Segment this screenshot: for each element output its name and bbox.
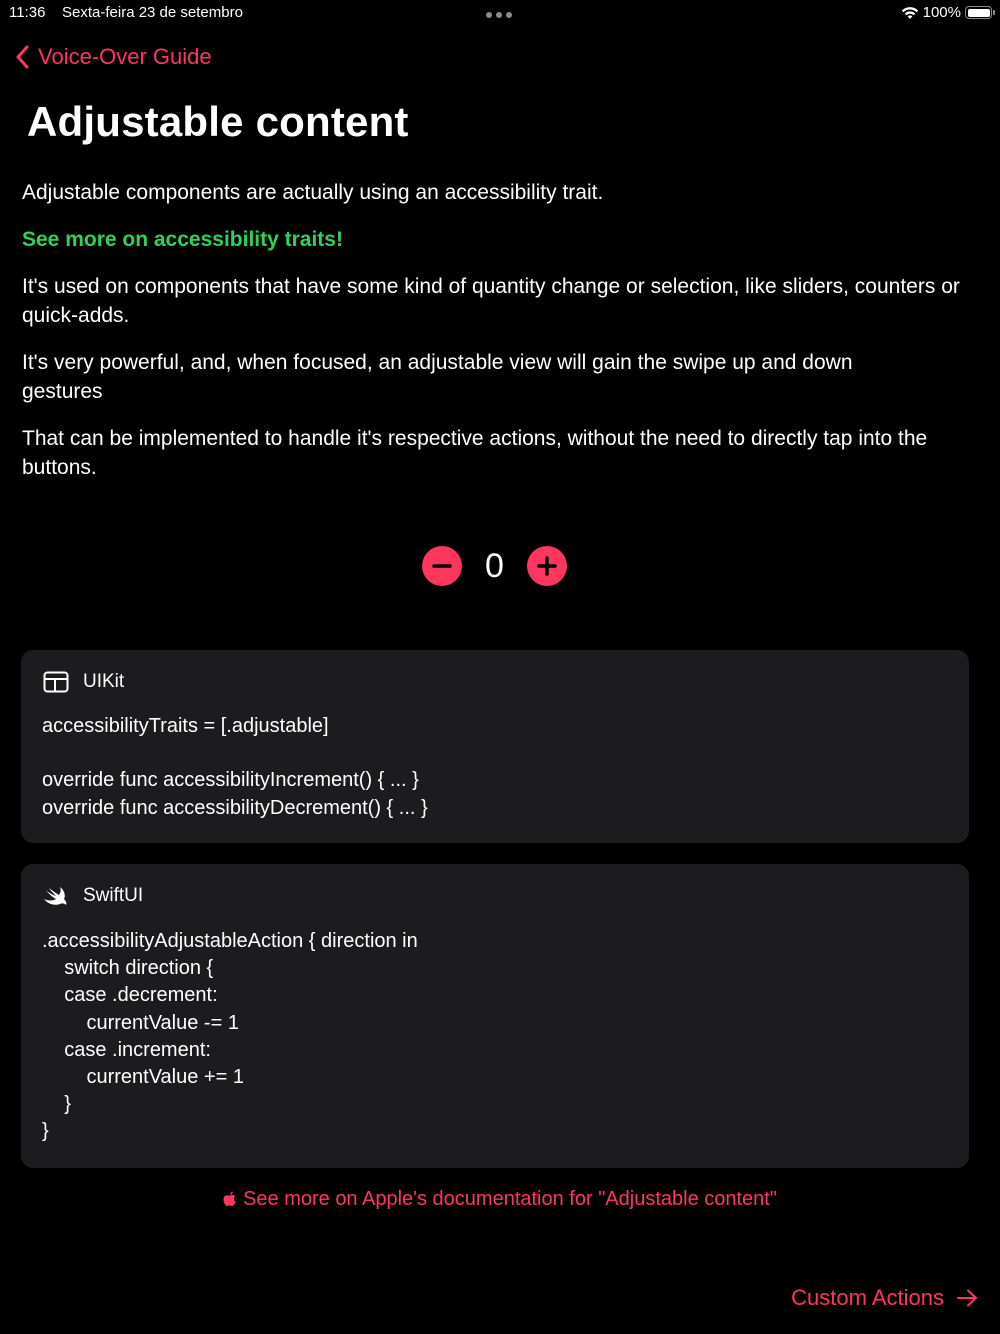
swiftui-card-title: SwiftUI bbox=[83, 885, 144, 906]
decrement-button[interactable] bbox=[422, 546, 462, 586]
back-button[interactable] bbox=[16, 44, 212, 70]
arrow-right-icon bbox=[956, 1289, 978, 1307]
swiftui-code: .accessibilityAdjustableAction { direction in switch direction { case .decrement: currentValue -= 1 case .increment: currentValue += 1 } } bbox=[42, 930, 418, 1143]
increment-button[interactable] bbox=[527, 546, 567, 586]
status-bar bbox=[0, 0, 1000, 28]
uikit-code-card bbox=[21, 650, 969, 843]
actions-paragraph: That can be implemented to handle it's respective actions, without the need to directly tap into the buttons. bbox=[22, 427, 928, 479]
swift-icon bbox=[43, 885, 69, 907]
swiftui-code-card bbox=[21, 864, 969, 1168]
back-label: Voice-Over Guide bbox=[38, 44, 212, 69]
next-page-label: Custom Actions bbox=[791, 1285, 944, 1310]
status-time: 11:36 bbox=[9, 4, 46, 21]
uikit-card-title: UIKit bbox=[83, 671, 125, 692]
minus-circle-icon bbox=[431, 555, 453, 577]
uikit-code: accessibilityTraits = [.adjustable] override func accessibilityIncrement() { ... } override func accessibilityDecrement() { ... } bbox=[42, 715, 428, 819]
battery-percent: 100% bbox=[922, 4, 961, 21]
stepper-value: 0 bbox=[485, 546, 504, 585]
chevron-left-icon bbox=[16, 45, 30, 69]
layout-icon bbox=[43, 671, 69, 693]
apple-documentation-link[interactable] bbox=[0, 1188, 1000, 1211]
intro-paragraph: Adjustable components are actually using an accessibility trait. bbox=[22, 181, 604, 204]
gestures-paragraph: It's very powerful, and, when focused, an adjustable view will gain the swipe up and down gestures bbox=[22, 351, 853, 403]
accessibility-traits-link[interactable]: See more on accessibility traits! bbox=[22, 228, 343, 251]
swiftui-card-header bbox=[43, 885, 143, 907]
usage-paragraph: It's used on components that have some kind of quantity change or selection, like sliders, counters or quick-adds. bbox=[22, 275, 960, 327]
page-title: Adjustable content bbox=[27, 98, 409, 145]
status-indicators bbox=[901, 4, 992, 21]
apple-documentation-label: See more on Apple's documentation for "Adjustable content" bbox=[243, 1188, 777, 1210]
apple-logo-icon bbox=[223, 1191, 237, 1208]
next-page-button[interactable] bbox=[791, 1285, 978, 1311]
adjustable-stepper[interactable] bbox=[422, 546, 567, 586]
status-date: Sexta-feira 23 de setembro bbox=[62, 4, 243, 21]
wifi-icon bbox=[901, 6, 919, 20]
battery-icon bbox=[965, 6, 992, 19]
uikit-card-header bbox=[43, 671, 124, 693]
plus-circle-icon bbox=[536, 555, 558, 577]
multitasking-dots-icon[interactable] bbox=[486, 12, 512, 18]
